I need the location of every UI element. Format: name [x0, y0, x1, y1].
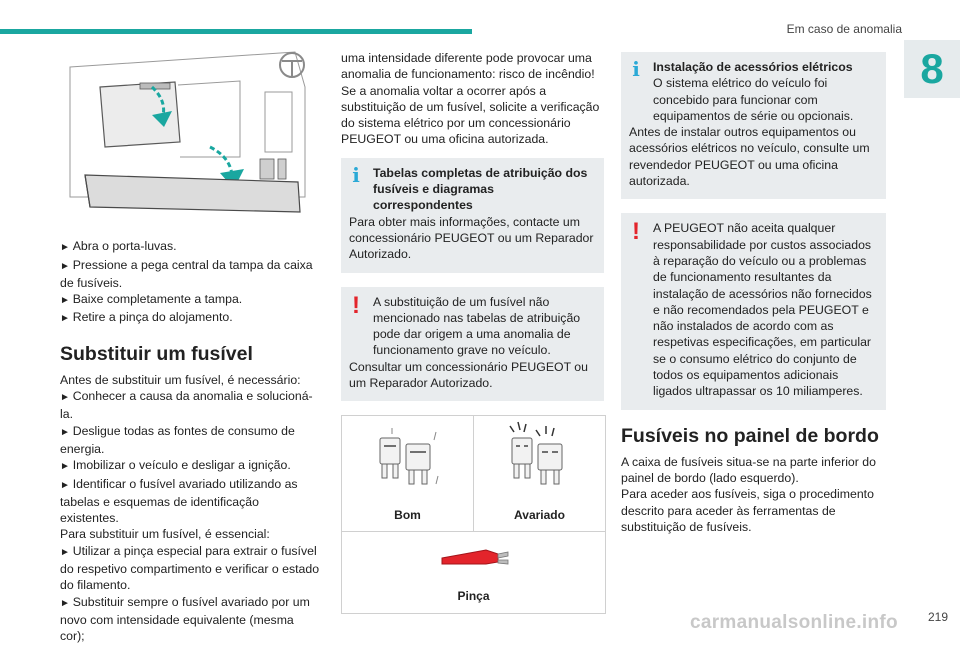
fuse-faulty-cell: [473, 416, 605, 531]
info-box-title: Tabelas completas de atribuição dos fusíveis e diagramas correspondentes: [373, 165, 588, 213]
column-3: [621, 50, 886, 535]
intro-essential: Para substituir um fusível, é essencial:: [60, 527, 270, 542]
column-2: [341, 50, 604, 614]
fuse-table-row: [342, 416, 605, 532]
chapter-number: 8: [920, 45, 944, 92]
info-icon: i: [632, 57, 640, 81]
heading-replace-fuse: Substituir um fusível: [60, 342, 253, 365]
info-box-accessories: [621, 52, 886, 199]
info-box-text-2: Antes de instalar outros equipamentos ou acessórios elétricos no veículo, consulte um revendedor PEUGEOT ou uma oficina autorizada.: [629, 125, 870, 189]
heading-dashboard-fuses: Fusíveis no painel de bordo: [621, 424, 879, 447]
column-1: [60, 50, 320, 645]
step-lower-lid: ► Baixe completamente a tampa.: [60, 291, 320, 309]
warning-text: A PEUGEOT não aceita qualquer responsabilidade por custos associados à reparação do veículo ou a problemas de funcionamento resultantes da instalação de acessórios não fornecidos e não recomendados pela PEUGEOT e não instalados de acordo com as respetivas especificações, em particular se o consumo elétrico do conjunto de todos os equipamentos adicionais ligados ultrapassar os 10 miliamperes.: [653, 221, 872, 399]
glovebox-illustration: [60, 47, 320, 227]
warning-icon: !: [632, 218, 640, 246]
before-step: ► Imobilizar o veículo e desligar a ignição.: [60, 457, 320, 475]
header-accent-bar: [0, 29, 472, 34]
fuse-good-illustration: [348, 416, 468, 496]
fuse-puller-icon: [414, 532, 534, 578]
fuse-faulty-label: Avariado: [514, 507, 565, 522]
intro-before: Antes de substituir um fusível, é necessário:: [60, 372, 301, 387]
essential-step: ► Substituir sempre o fusível avariado por um novo com intensidade equivalente (mesma cor);: [60, 594, 320, 645]
fuse-tool-cell: [342, 532, 605, 613]
step-remove-clip: ► Retire a pinça do alojamento.: [60, 309, 320, 327]
info-box-fuse-tables: [341, 158, 604, 273]
section-title: Em caso de anomalia: [786, 22, 902, 36]
dashboard-fuses-para-1: A caixa de fusíveis situa-se na parte inferior do painel de bordo (lado esquerdo).: [621, 454, 876, 485]
fuse-good-label: Bom: [394, 507, 421, 522]
warning-text-2: Consultar um concessionário PEUGEOT ou um Reparador Autorizado.: [349, 359, 588, 391]
chapter-badge: [904, 40, 960, 98]
watermark: carmanualsonline.info: [690, 612, 898, 633]
fuse-faulty-illustration: [480, 416, 600, 496]
before-step: ► Conhecer a causa da anomalia e solucioná-la.: [60, 388, 320, 423]
info-icon: i: [352, 162, 360, 187]
info-box-title: Instalação de acessórios elétricos: [653, 60, 853, 74]
warning-text-1: A substituição de um fusível não mencionado nas tabelas de atribuição pode dar origem a uma anomalia de funcionamento grave no veículo.: [373, 294, 581, 358]
essential-step: ► Utilizar a pinça especial para extrair o fusível do respetivo compartimento e verificar o estado do filamento.: [60, 543, 320, 594]
step-press-handle: ► Pressione a pega central da tampa da caixa de fusíveis.: [60, 257, 320, 292]
continuation-text: uma intensidade diferente pode provocar uma anomalia de funcionamento: risco de incêndio! Se a anomalia voltar a ocorrer após a substituição de um fusível, solicite a verificação do sistema elétrico por um concessionário PEUGEOT ou uma oficina autorizada.: [341, 51, 600, 147]
warning-box-responsibility: [621, 213, 886, 409]
fuse-table-row: [342, 532, 605, 613]
page-number: 219: [927, 610, 948, 624]
fuse-good-cell: [342, 416, 473, 531]
info-box-text: Para obter mais informações, contacte um concessionário PEUGEOT ou um Reparador Autorizado.: [349, 214, 594, 262]
warning-box-fuse: [341, 287, 604, 402]
info-box-text-1: O sistema elétrico do veículo foi concebido para funcionar com equipamentos de série ou opcionais.: [653, 76, 854, 123]
before-step: ► Desligue todas as fontes de consumo de energia.: [60, 423, 320, 458]
before-step: ► Identificar o fusível avariado utilizando as tabelas e esquemas de identificação existentes.: [60, 476, 320, 527]
fuse-tool-label: Pinça: [457, 589, 490, 604]
warning-icon: !: [352, 291, 360, 319]
dashboard-fuses-para-2: Para aceder aos fusíveis, siga o procedimento descrito para aceder às ferramentas de substituição de fusíveis.: [621, 487, 874, 534]
fuse-table: [341, 415, 606, 613]
step-open-glovebox: ► Abra o porta-luvas.: [60, 238, 320, 256]
